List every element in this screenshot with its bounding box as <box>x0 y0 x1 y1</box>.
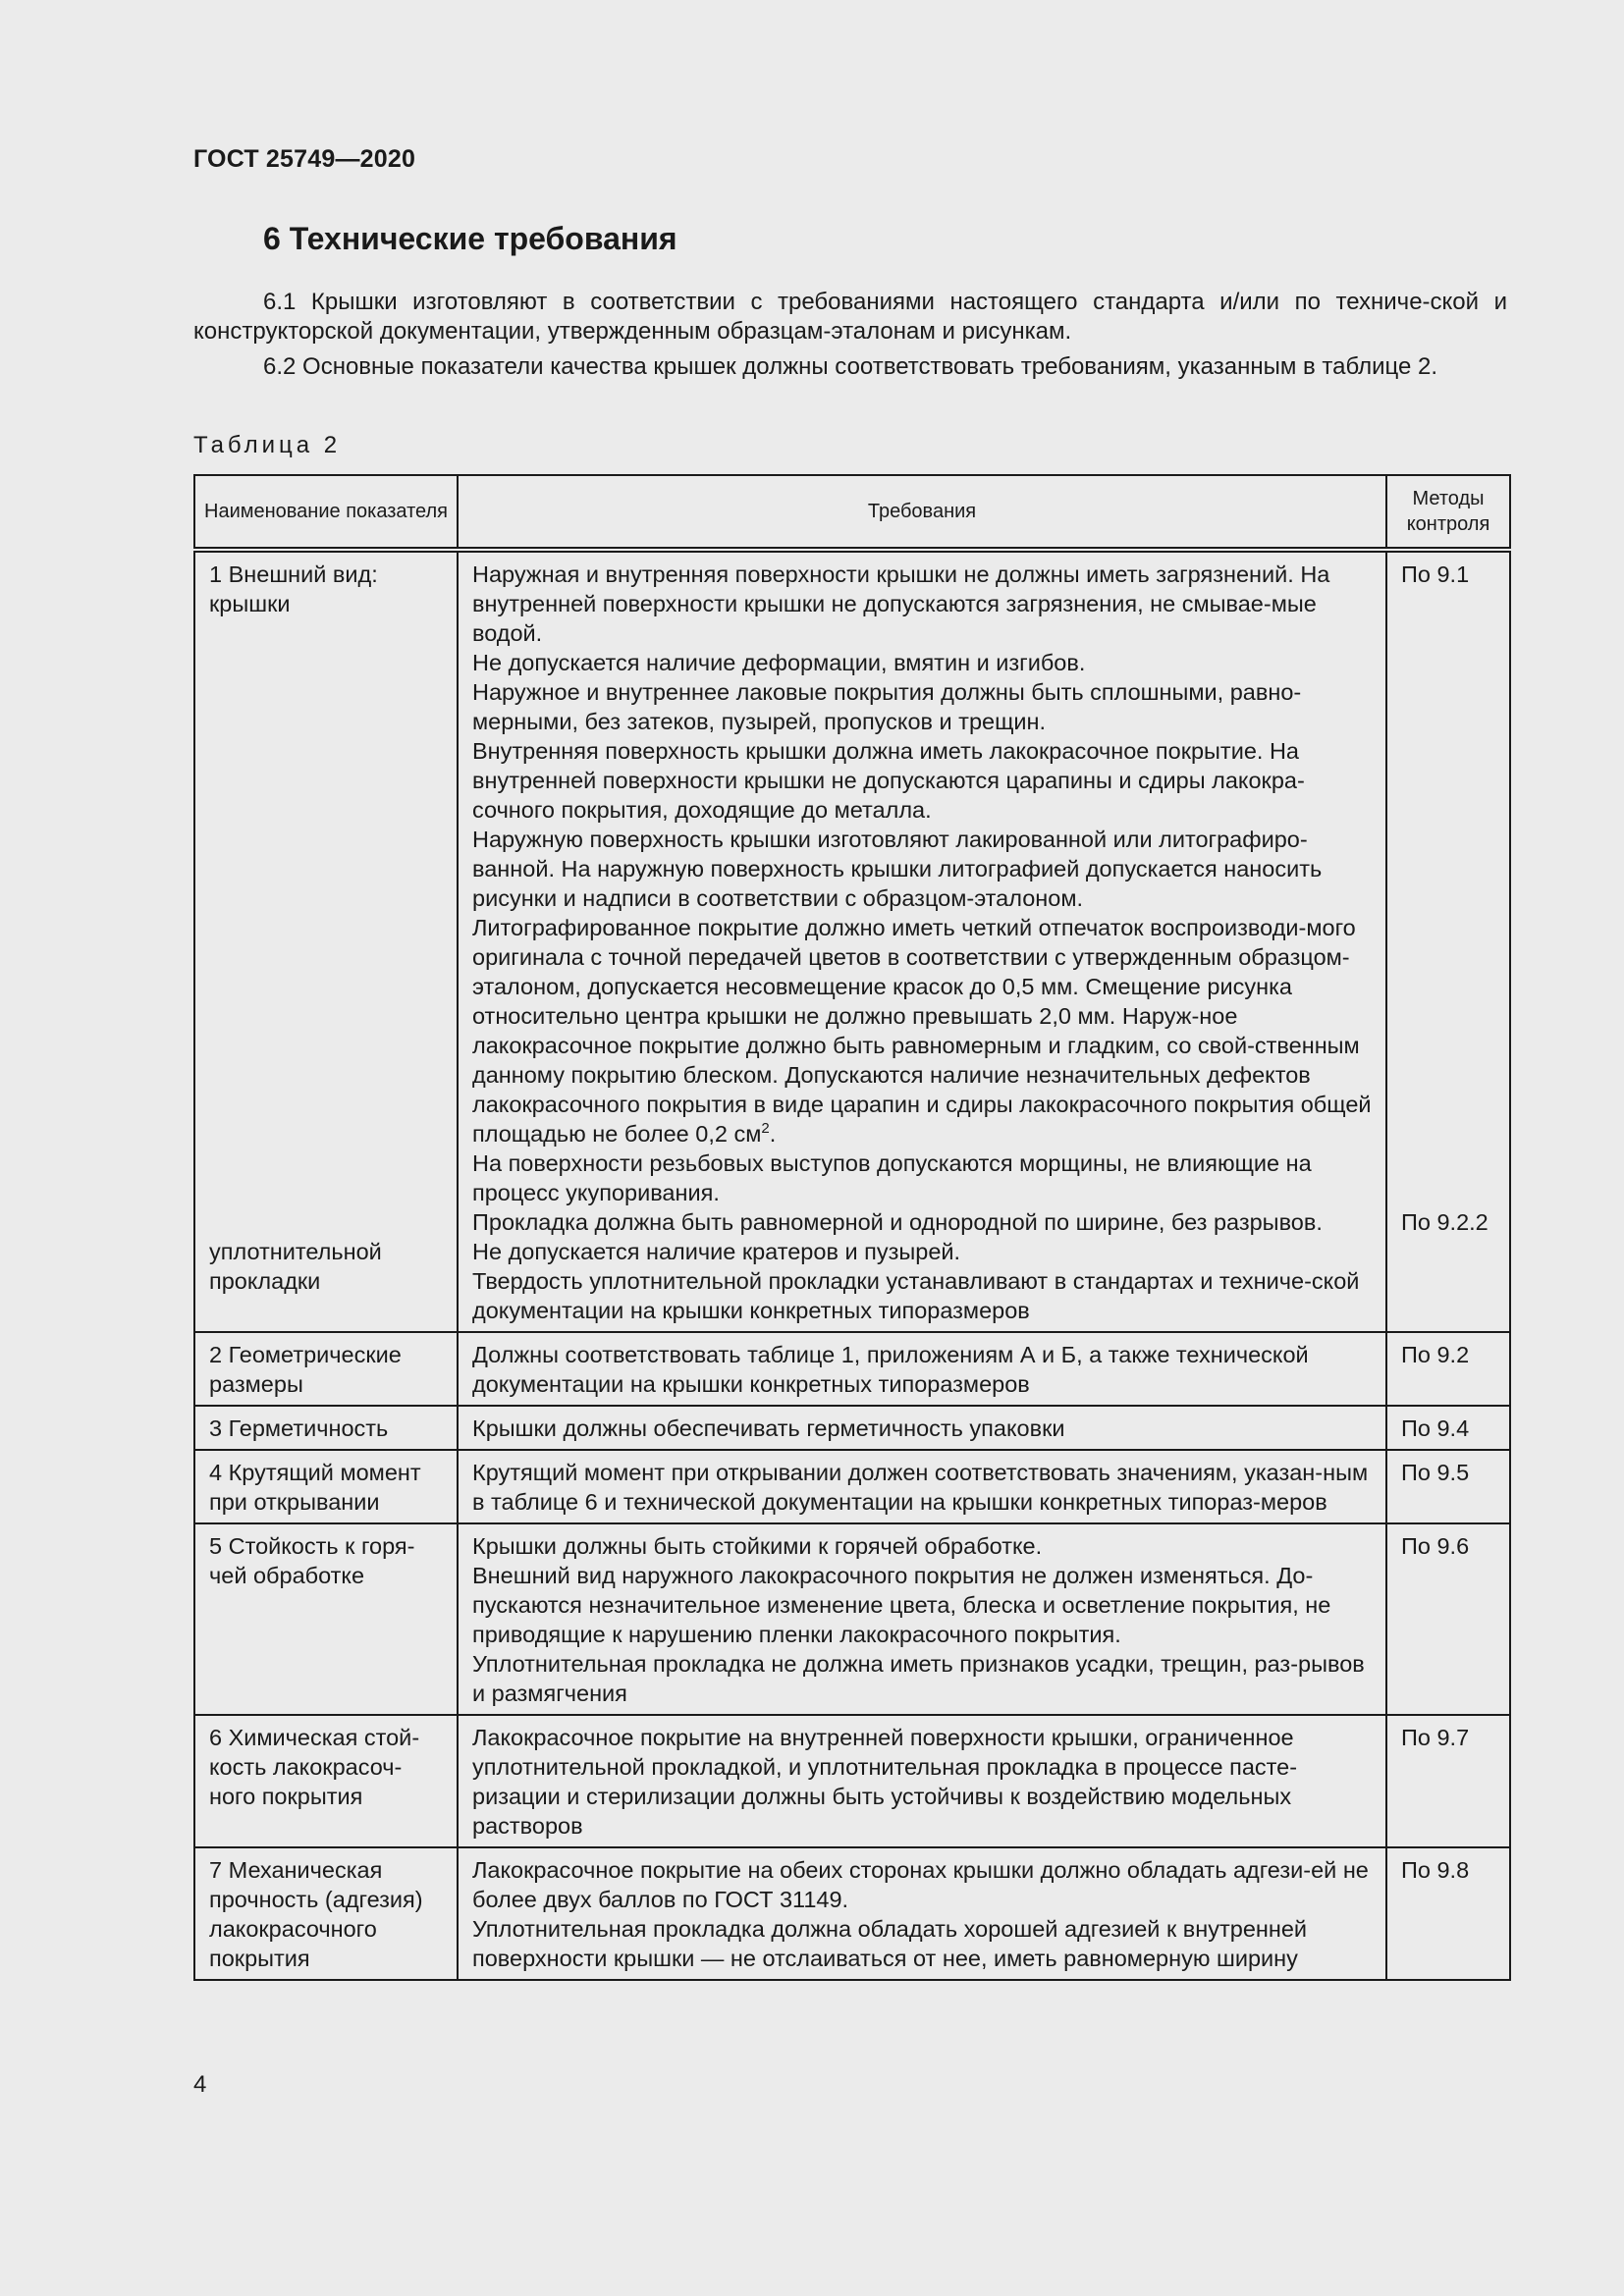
method-cell: По 9.5 <box>1386 1450 1510 1523</box>
requirement-text: Не допускается наличие деформации, вмятин и изгибов. <box>472 650 1086 675</box>
table-row <box>194 1332 1510 1406</box>
requirement-text: Внешний вид наружного лакокрасочного покрытия не должен изменяться. До-пускаются незначительное изменение цвета, блеска и осветление покрытия, не приводящие к нарушению пленки лакокрасочного покрытия. <box>472 1563 1331 1647</box>
requirement-text: Внутренняя поверхность крышки должна иметь лакокрасочное покрытие. На внутренней поверхности крышки не допускаются царапины и сдиры лакокра-сочного покрытия, доходящие до металла. <box>472 738 1305 823</box>
header-requirements: Требования <box>458 475 1386 550</box>
requirements-cell <box>458 1847 1386 1980</box>
indicator-cell: 6 Химическая стой-кость лакокрасоч-ного покрытия <box>194 1715 458 1847</box>
requirement-text: Уплотнительная прокладка не должна иметь признаков усадки, трещин, раз-рывов и размягчения <box>472 1651 1365 1706</box>
method-cell: По 9.8 <box>1386 1847 1510 1980</box>
method-cell: По 9.4 <box>1386 1406 1510 1450</box>
requirement-text: Прокладка должна быть равномерной и однородной по ширине, без разрывов. <box>472 1209 1323 1235</box>
table-row <box>194 1406 1510 1450</box>
requirement-text: Твердость уплотнительной прокладки устанавливают в стандартах и техниче-ской документации на крышки конкретных типоразмеров <box>472 1268 1360 1323</box>
requirements-cell: Должны соответствовать таблице 1, приложениям А и Б, а также технической документации на крышки конкретных типоразмеров <box>458 1332 1386 1406</box>
header-indicator: Наименование показателя <box>194 475 458 550</box>
requirements-cell <box>458 1523 1386 1715</box>
indicator-cell: 3 Герметичность <box>194 1406 458 1450</box>
indicator-name: 1 Внешний вид: крышки <box>209 561 378 616</box>
requirement-text: Лакокрасочное покрытие на обеих сторонах крышки должно обладать адгези-ей не более двух баллов по ГОСТ 31149. <box>472 1857 1369 1912</box>
method-reference: По 9.2.2 <box>1401 1209 1489 1235</box>
requirement-text: На поверхности резьбовых выступов допускаются морщины, не влияющие на процесс укупоривания. <box>472 1150 1312 1205</box>
method-reference: По 9.1 <box>1401 561 1470 587</box>
header-methods: Методы контроля <box>1386 475 1510 550</box>
table-caption: Таблица 2 <box>193 432 342 458</box>
requirement-text: Литографированное покрытие должно иметь четкий отпечаток воспроизводи-мого оригинала с точной передачей цветов в соответствии с утвержденным образцом-эталоном, допускается несовмещение красок до 0,5 мм. Смещение рисунка относительно центра крышки не должно превышать 2,0 мм. Наруж-ное лакокрасочное покрытие должно быть равномерным и гладким, со свой-ственным данному покрытию блеском. Допускаются наличие незначительных дефектов лакокрасочного покрытия в виде царапин и сдиры лакокрасочного покрытия общей площадью не более 0,2 $см^2$. <box>472 915 1372 1147</box>
table-row <box>194 1450 1510 1523</box>
table-row <box>194 550 1510 1332</box>
indicator-cell <box>194 550 458 1332</box>
requirements-cell: Лакокрасочное покрытие на внутренней поверхности крышки, ограниченное уплотнительной прокладкой, и уплотнительная прокладка в процессе пасте-ризации и стерилизации должны быть устойчивы к воздействию модельных растворов <box>458 1715 1386 1847</box>
page-number: 4 <box>193 2071 207 2098</box>
indicator-cell: 2 Геометрические размеры <box>194 1332 458 1406</box>
table-row <box>194 1523 1510 1715</box>
requirements-cell: Крышки должны обеспечивать герметичность упаковки <box>458 1406 1386 1450</box>
section-title: 6 Технические требования <box>263 221 677 256</box>
table-row <box>194 1847 1510 1980</box>
method-cell: По 9.7 <box>1386 1715 1510 1847</box>
method-cell: По 9.2 <box>1386 1332 1510 1406</box>
paragraph-6-1: 6.1 Крышки изготовляют в соответствии с требованиями настоящего стандарта и/или по техниче-ской и конструкторской документации, утвержденным образцам-эталонам и рисункам. <box>193 289 1507 345</box>
indicator-cell: 4 Крутящий момент при открывании <box>194 1450 458 1523</box>
requirements-cell: Крутящий момент при открывании должен соответствовать значениям, указан-ным в таблице 6 и технической документации на крышки конкретных типораз-меров <box>458 1450 1386 1523</box>
requirement-text: Наружная и внутренняя поверхности крышки не должны иметь загрязнений. На внутренней поверхности крышки не допускаются загрязнения, не смывае-мые водой. <box>472 561 1330 646</box>
document-code: ГОСТ 25749—2020 <box>193 145 416 173</box>
requirement-text: Не допускается наличие кратеров и пузырей. <box>472 1239 961 1264</box>
requirements-cell <box>458 550 1386 1332</box>
requirement-text: Наружное и внутреннее лаковые покрытия должны быть сплошными, равно-мерными, без затеков, пузырей, пропусков и трещин. <box>472 679 1302 734</box>
table-header-row <box>194 475 1510 550</box>
requirement-text: Уплотнительная прокладка должна обладать хорошей адгезией к внутренней поверхности крышки — не отслаиваться от нее, иметь равномерную ширину <box>472 1916 1308 1971</box>
method-cell: По 9.6 <box>1386 1523 1510 1715</box>
indicator-cell: 7 Механическая прочность (адгезия) лакокрасочного покрытия <box>194 1847 458 1980</box>
indicator-cell: 5 Стойкость к горя-чей обработке <box>194 1523 458 1715</box>
table-row <box>194 1715 1510 1847</box>
requirement-text: Наружную поверхность крышки изготовляют лакированной или литографиро-ванной. На наружную поверхность крышки литографией допускается наносить рисунки и надписи в соответствии с образцом-эталоном. <box>472 827 1323 911</box>
requirement-text: Крышки должны быть стойкими к горячей обработке. <box>472 1533 1043 1559</box>
method-cell <box>1386 550 1510 1332</box>
requirements-table <box>193 474 1511 1981</box>
indicator-name-secondary: уплотнительной прокладки <box>209 1239 382 1294</box>
paragraph-6-2: 6.2 Основные показатели качества крышек должны соответствовать требованиям, указанным в таблице 2. <box>263 353 1438 380</box>
